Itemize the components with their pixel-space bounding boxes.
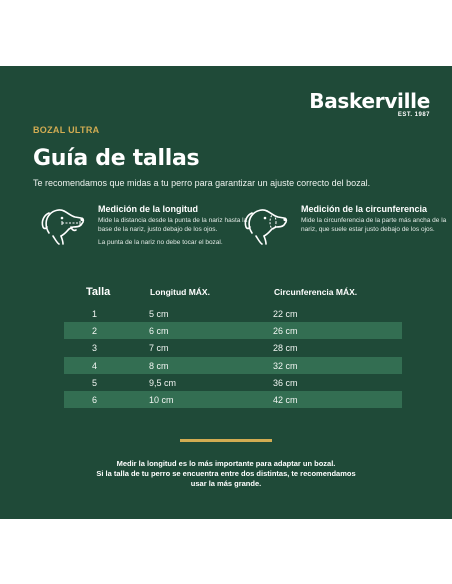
cell-length: 10 cm [149,394,174,405]
cell-circumference: 32 cm [273,360,298,371]
circumference-description: Mide la circunferencia de la parte más ancha de la nariz, que suele estar justo debajo de los ojos. [301,217,447,233]
header-size: Talla [86,286,111,298]
header-circumference: Circunferencia MÁX. [274,287,358,297]
cell-size: 4 [92,360,98,371]
footnote [56,459,396,489]
cell-length: 9,5 cm [149,377,177,388]
product-kicker: BOZAL ULTRA [33,125,100,135]
cell-circumference: 36 cm [273,377,298,388]
cell-circumference: 22 cm [273,309,298,319]
table-row [64,322,402,339]
table-row [64,357,402,374]
header-length: Longitud MÁX. [150,287,210,297]
cell-length: 8 cm [149,360,169,371]
dog-head-circumference-icon [238,203,290,247]
cell-circumference: 28 cm [273,343,298,354]
dog-head-length-icon [35,203,87,247]
table-row [64,339,402,356]
footnote-line-2: Si la talla de tu perro se encuentra entre dos distintas, te recomendamos [96,469,356,478]
cell-size: 3 [92,343,98,354]
footnote-line-3: usar la más grande. [190,479,262,488]
size-table [64,281,402,408]
cell-size: 6 [92,394,98,405]
cell-length: 6 cm [149,326,169,337]
cell-length: 5 cm [149,309,169,319]
table-row [64,305,402,322]
circumference-title: Medición de la circunferencia [301,204,428,214]
brand-subtitle: EST. 1987 [397,112,430,118]
intro-text: Te recomendamos que midas a tu perro para garantizar un ajuste correcto del bozal. [33,178,371,188]
page-title: Guía de tallas [33,146,200,171]
length-title: Medición de la longitud [98,204,198,214]
brand-name: Baskerville [309,89,430,113]
cell-length: 7 cm [149,343,169,354]
cell-circumference: 26 cm [273,326,298,337]
footnote-line-1: Medir la longitud es lo más importante para adaptar un bozal. [116,459,336,468]
cell-size: 5 [92,377,98,388]
cell-circumference: 42 cm [273,394,298,405]
brand-logo [309,91,430,118]
size-guide-panel [0,66,452,519]
length-description: Mide la distancia desde la punta de la nariz hasta la base de la nariz, justo debajo de los ojos. [98,217,248,233]
size-table-header [64,281,402,305]
cell-size: 2 [92,326,98,337]
length-note: La punta de la nariz no debe tocar el bozal. [98,239,223,246]
table-row [64,391,402,408]
cell-size: 1 [92,309,98,319]
divider [180,439,272,442]
table-row [64,374,402,391]
